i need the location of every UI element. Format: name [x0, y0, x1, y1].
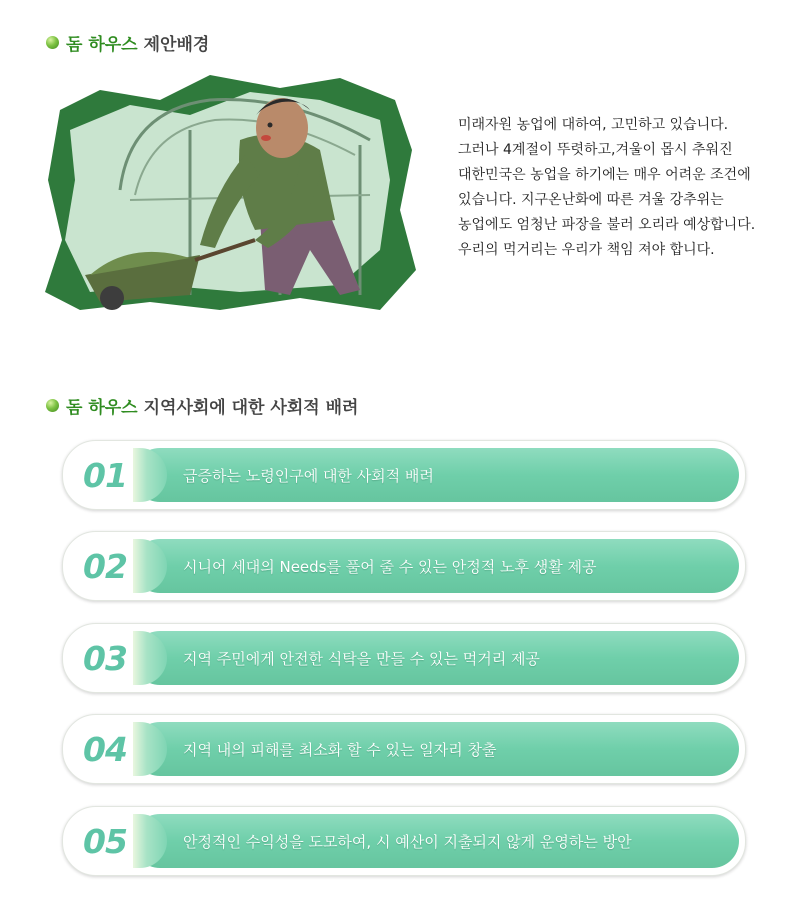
section-title-background	[46, 30, 209, 55]
list-item	[62, 714, 746, 784]
intro-line: 미래자원 농업에 대하여, 고민하고 있습니다.	[458, 117, 729, 133]
item-text: 안정적인 수익성을 도모하여, 시 예산이 지출되지 않게 운영하는 방안	[183, 832, 632, 851]
intro-line: 있습니다. 지구온난화에 따른 겨울 강추위는	[458, 192, 724, 208]
section-title-brand: 돔 하우스	[66, 398, 138, 418]
item-number: 01	[83, 455, 127, 495]
bar-tab	[133, 539, 167, 593]
intro-line: 농업에도 엄청난 파장을 불러 오리라 예상합니다.	[458, 217, 756, 233]
section-title-topic: 제안배경	[143, 35, 210, 55]
item-number: 03	[83, 638, 127, 678]
item-bar	[133, 539, 739, 593]
list-item	[62, 440, 746, 510]
item-number: 02	[83, 546, 127, 586]
bar-tab	[133, 631, 167, 685]
intro-paragraph	[458, 113, 788, 263]
item-text: 급증하는 노령인구에 대한 사회적 배려	[183, 466, 434, 485]
item-text: 시니어 세대의 Needs를 풀어 줄 수 있는 안정적 노후 생활 제공	[183, 557, 597, 576]
section-title-social	[46, 393, 358, 418]
section-title-topic: 지역사회에 대한 사회적 배려	[143, 398, 359, 418]
section-title-brand: 돔 하우스	[66, 35, 138, 55]
item-text: 지역 내의 피해를 최소화 할 수 있는 일자리 창출	[183, 740, 497, 759]
intro-line: 그러나 4계절이 뚜렷하고,겨울이 몹시 추워진	[458, 142, 733, 158]
intro-line: 대한민국은 농업을 하기에는 매우 어려운 조건에	[458, 167, 751, 183]
list-item	[62, 531, 746, 601]
list-item	[62, 623, 746, 693]
green-dot-icon	[46, 36, 59, 49]
farmer-greenhouse-illustration	[40, 70, 420, 315]
bar-tab	[133, 448, 167, 502]
item-bar	[133, 631, 739, 685]
item-number: 05	[83, 821, 127, 861]
bar-tab	[133, 814, 167, 868]
item-number: 04	[83, 729, 127, 769]
item-bar	[133, 448, 739, 502]
green-dot-icon	[46, 399, 59, 412]
item-bar	[133, 722, 739, 776]
item-bar	[133, 814, 739, 868]
list-item	[62, 806, 746, 876]
bar-tab	[133, 722, 167, 776]
intro-line: 우리의 먹거리는 우리가 책임 져야 합니다.	[458, 242, 715, 258]
item-text: 지역 주민에게 안전한 식탁을 만들 수 있는 먹거리 제공	[183, 649, 540, 668]
